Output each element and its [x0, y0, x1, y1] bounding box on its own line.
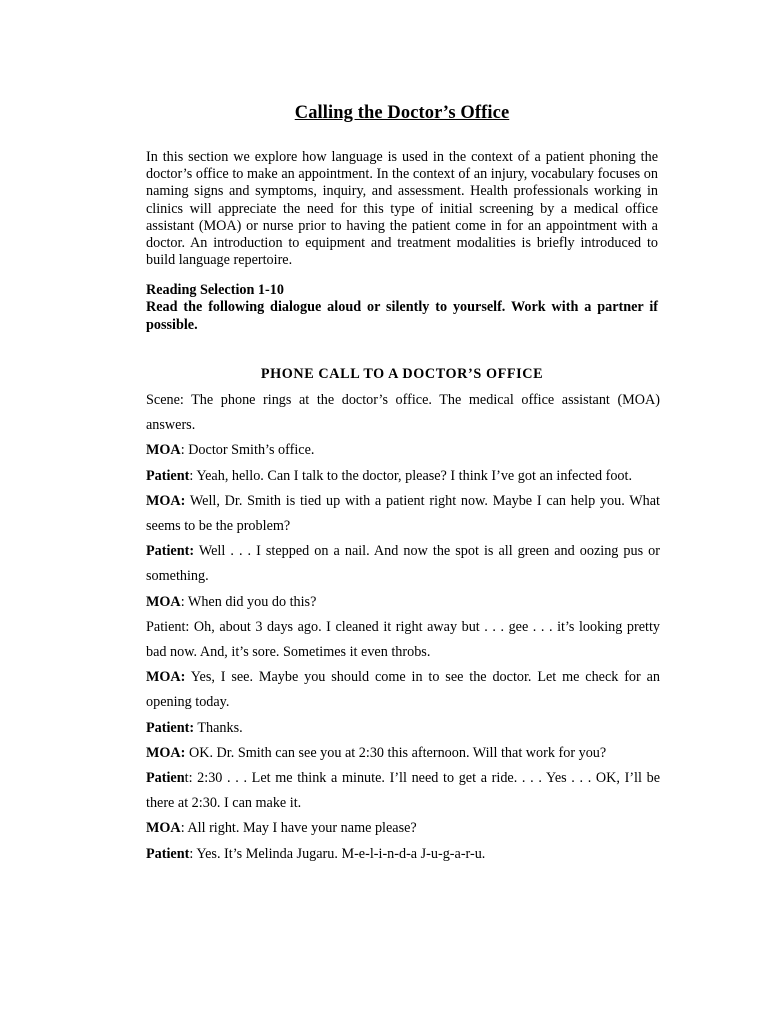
dialogue-line: [146, 816, 660, 841]
dialogue-line: [146, 489, 660, 539]
speaker-label: Patien: [146, 770, 185, 787]
line-text: All right. May I have your name please?: [187, 820, 417, 837]
dialogue-line: [146, 665, 660, 715]
speaker-label: MOA: [146, 442, 181, 459]
dialogue: [146, 388, 660, 867]
line-text: Well . . . I stepped on a nail. And now the spot is all green and oozing pus or something.: [146, 543, 660, 585]
scene-description: Scene: The phone rings at the doctor’s office. The medical office assistant (MOA) answers.: [146, 392, 660, 434]
speaker-label: MOA: [146, 593, 181, 610]
speaker-separator: :: [189, 467, 197, 484]
line-text: Yes, I see. Maybe you should come in to see the doctor. Let me check for an opening today.: [146, 669, 660, 711]
dialogue-line: [146, 539, 660, 589]
speaker-label: Patient:: [146, 719, 195, 736]
dialogue-line: [146, 464, 660, 489]
dialogue-line: [146, 842, 660, 867]
speaker-separator: :: [180, 593, 188, 610]
speaker-label: MOA: [146, 820, 181, 837]
speaker-separator: :: [180, 820, 188, 837]
dialogue-line: [146, 716, 660, 741]
dialogue-line: [146, 741, 660, 766]
speaker-separator: :: [180, 442, 189, 459]
speaker-separator: :: [189, 845, 197, 862]
line-text: Patient: Oh, about 3 days ago. I cleaned it right away but . . . gee . . . it’s looking pretty bad now. And, it’s sore. Sometimes it even throbs.: [146, 618, 660, 661]
line-text: When did you do this?: [187, 593, 317, 610]
line-text: 2:30 . . . Let me think a minute. I’ll need to get a ride. . . . Yes . . . OK, I’ll be there at 2:30. I can make it.: [146, 770, 660, 812]
speaker-label: MOA:: [146, 669, 186, 686]
speaker-label: Patient: [146, 467, 190, 484]
dialogue-line: [146, 615, 660, 665]
dialogue-line: [146, 590, 660, 615]
speaker-label: MOA:: [146, 492, 186, 509]
speaker-label: Patient:: [146, 543, 195, 560]
speaker-label: MOA:: [146, 744, 186, 761]
dialogue-line: [146, 438, 660, 463]
line-text: Doctor Smith’s office.: [188, 442, 315, 459]
reading-instruction: Read the following dialogue aloud or silently to yourself. Work with a partner if possible.: [146, 299, 658, 333]
speaker-label: Patient: [146, 845, 190, 862]
speaker-separator: t:: [184, 770, 198, 787]
line-text: OK. Dr. Smith can see you at 2:30 this afternoon. Will that work for you?: [188, 744, 607, 761]
dialogue-line: [146, 766, 660, 816]
line-text: Yes. It’s Melinda Jugaru. M-e-l-i-n-d-a J-u-g-a-r-u.: [196, 845, 486, 862]
line-text: Yeah, hello. Can I talk to the doctor, please? I think I’ve got an infected foot.: [196, 467, 633, 484]
line-text: Thanks.: [197, 719, 243, 736]
line-text: Well, Dr. Smith is tied up with a patient right now. Maybe I can help you. What seems to be the problem?: [146, 492, 660, 535]
intro-paragraph: In this section we explore how language is used in the context of a patient phoning the doctor’s office to make an appointment. In the context of an injury, vocabulary focuses on naming signs and symptoms, inquiry, and assessment. Health professionals working in clinics will appreciate the need for this type of initial screening by a medical office assistant (MOA) or nurse prior to having the patient come in for an appointment with a doctor. An introduction to equipment and treatment modalities is briefly introduced to build language repertoire.: [146, 149, 658, 269]
reading-selection-heading: Reading Selection 1-10: [146, 282, 284, 298]
section-title: PHONE CALL TO A DOCTOR’S OFFICE: [260, 366, 544, 382]
page-title: Calling the Doctor’s Office: [294, 103, 510, 123]
